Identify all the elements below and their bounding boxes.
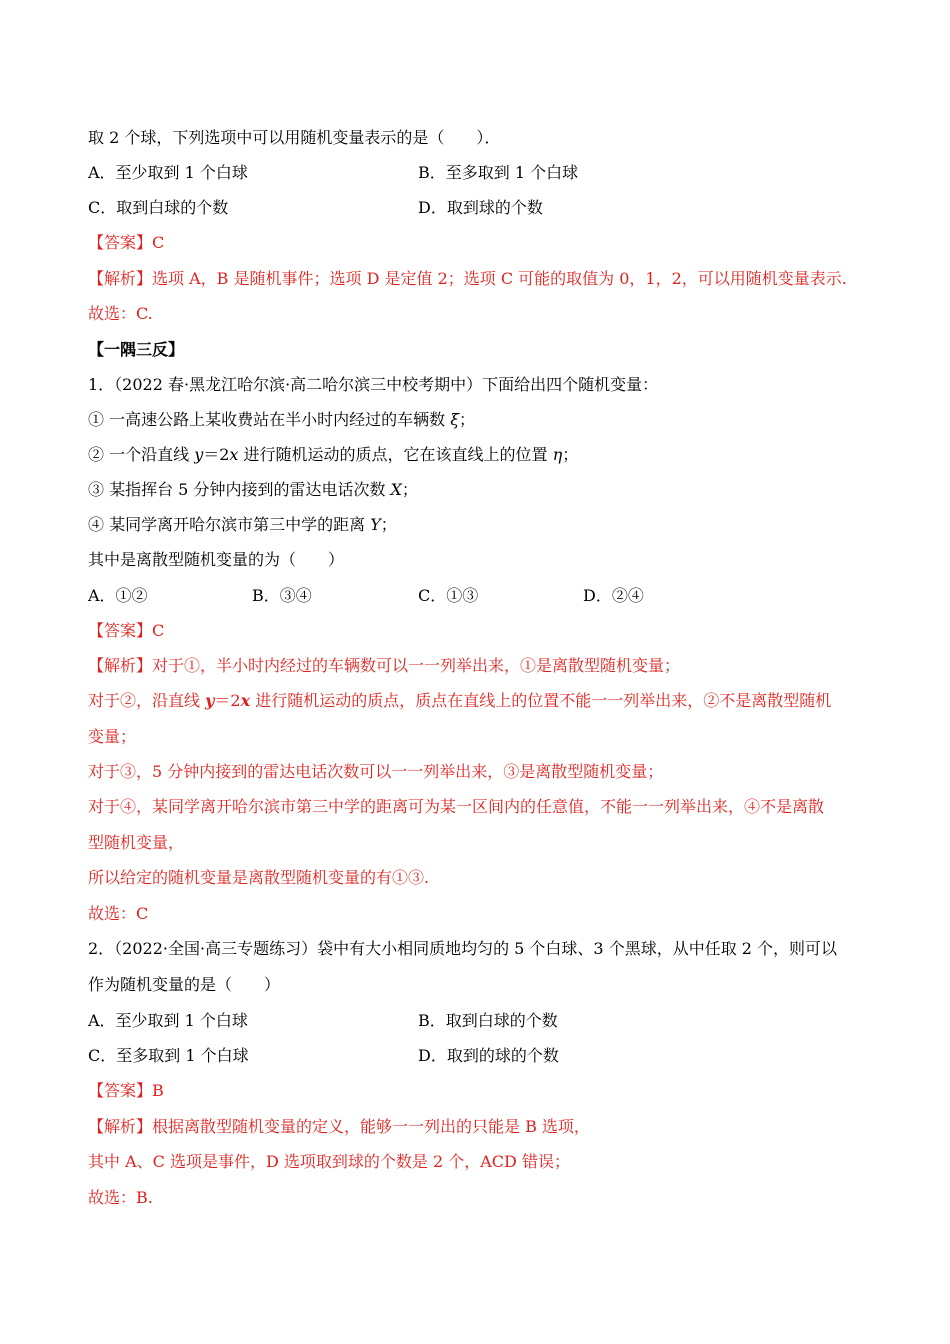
q1-analysis-2-cont: 变量； — [88, 727, 137, 746]
q1-item-2-end: ； — [562, 445, 579, 464]
q1-item-1-var: ξ — [450, 410, 459, 429]
q1-analysis-2 — [88, 690, 831, 712]
q1-item-2-x: x — [229, 445, 239, 464]
q1-analysis-4: 对于④，某同学离开哈尔滨市第三中学的距离可为某一区间内的任意值，不能一一列举出来，④不是离散 — [88, 797, 825, 816]
q1-item-2-text-mid: 进行随机运动的质点，它在该直线上的位置 — [238, 445, 553, 464]
q1-analysis-2-text-end: 进行随机运动的质点，质点在直线上的位置不能一一列举出来，②不是离散型随机 — [250, 691, 832, 710]
q1-item-2-y: y — [194, 445, 204, 464]
answer: 【答案】C — [88, 233, 165, 252]
q1-item-2-var: η — [552, 445, 563, 464]
q1-analysis-5: 所以给定的随机变量是离散型随机变量的有①③. — [88, 868, 430, 887]
q1-item-3 — [88, 479, 418, 501]
q1-option-c: C．①③ — [418, 586, 479, 605]
q2-option-a: A．至少取到 1 个白球 — [88, 1011, 248, 1030]
q1-analysis-2-eq: ＝2 — [214, 691, 241, 710]
q2-answer: 【答案】B — [88, 1081, 164, 1100]
q2-option-b: B．取到白球的个数 — [418, 1011, 558, 1030]
q1-item-1-text: ① 一高速公路上某收费站在半小时内经过的车辆数 — [88, 410, 451, 429]
q1-item-4-var: Y — [370, 515, 381, 534]
q2-option-c: C．至多取到 1 个白球 — [88, 1046, 249, 1065]
q2-analysis-1: 【解析】根据离散型随机变量的定义，能够一一列出的只能是 B 选项， — [88, 1117, 590, 1136]
option-c: C．取到白球的个数 — [88, 198, 229, 217]
conclusion: 故选：C. — [88, 304, 153, 323]
q1-item-3-text: ③ 某指挥台 5 分钟内接到的雷达电话次数 — [88, 480, 391, 499]
q1-conclusion: 故选：C — [88, 904, 149, 923]
q1-item-1-end: ； — [459, 410, 476, 429]
q1-item-4-end: ； — [380, 515, 397, 534]
q1-item-1 — [88, 409, 475, 431]
q1-item-2-text: ② 一个沿直线 — [88, 445, 195, 464]
q1-analysis-1: 【解析】对于①，半小时内经过的车辆数可以一一列举出来，①是离散型随机变量； — [88, 656, 681, 675]
q1-analysis-4-cont: 型随机变量， — [88, 833, 185, 852]
q2-stem-1: 2．（2022·全国·高三专题练习）袋中有大小相同质地均匀的 5 个白球、3 个黑球，从中任取 2 个，则可以 — [88, 939, 838, 958]
option-b: B．至多取到 1 个白球 — [418, 163, 579, 182]
q1-item-3-var: X — [390, 480, 402, 499]
q2-stem-2: 作为随机变量的是（ ） — [88, 975, 281, 994]
option-d: D．取到球的个数 — [418, 198, 543, 217]
q1-answer: 【答案】C — [88, 621, 165, 640]
problem-stem: 取 2 个球，下列选项中可以用随机变量表示的是（ ）． — [88, 128, 501, 147]
q1-analysis-3: 对于③，5 分钟内接到的雷达电话次数可以一一列举出来，③是离散型随机变量； — [88, 762, 664, 781]
q1-analysis-2-x: x — [240, 691, 251, 710]
option-a: A．至少取到 1 个白球 — [88, 163, 248, 182]
q1-item-2-eq: ＝2 — [203, 445, 230, 464]
q1-analysis-2-text: 对于②，沿直线 — [88, 691, 206, 710]
q1-analysis-2-y: y — [205, 691, 215, 710]
q2-option-d: D．取到的球的个数 — [418, 1046, 559, 1065]
q1-option-d: D．②④ — [583, 586, 644, 605]
section-title: 【一隅三反】 — [88, 340, 185, 359]
q1-question: 其中是离散型随机变量的为（ ） — [88, 550, 345, 569]
q2-analysis-2: 其中 A、C 选项是事件，D 选项取到球的个数是 2 个，ACD 错误； — [88, 1152, 570, 1171]
q1-item-2 — [88, 444, 578, 466]
q1-option-b: B．③④ — [252, 586, 312, 605]
q1-item-4-text: ④ 某同学离开哈尔滨市第三中学的距离 — [88, 515, 371, 534]
q1-option-a: A．①② — [88, 586, 148, 605]
q1-item-3-end: ； — [401, 480, 418, 499]
q2-conclusion: 故选：B. — [88, 1188, 153, 1207]
q1-item-4 — [88, 514, 397, 536]
q1-stem: 1．（2022 春·黑龙江哈尔滨·高二哈尔滨三中校考期中）下面给出四个随机变量： — [88, 375, 659, 394]
analysis: 【解析】选项 A，B 是随机事件；选项 D 是定值 2；选项 C 可能的取值为 0，1，2，可以用随机变量表示. — [88, 269, 847, 288]
